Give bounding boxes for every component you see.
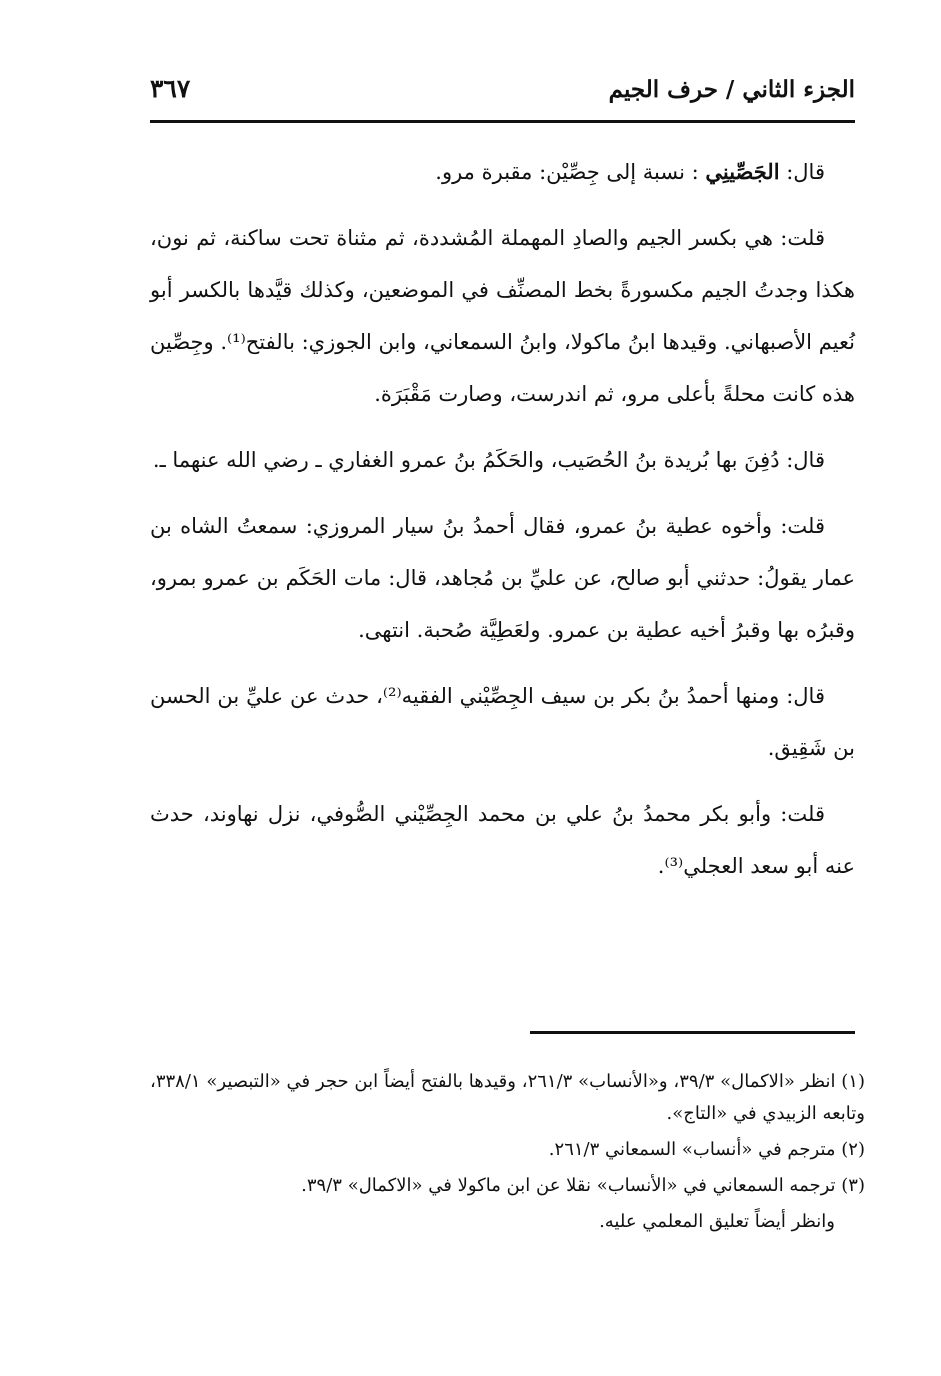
page-number: ٣٦٧ [150, 74, 191, 103]
paragraph-6: قلت: وأبو بكر محمدُ بنُ علي بن محمد الجِصِّيْني الصُّوفي، نزل نهاوند، حدث عنه أبو سعد العجلي⁽³⁾. [150, 802, 855, 878]
paragraph-2: قلت: هي بكسر الجيم والصادِ المهملة المُشددة، ثم مثناة تحت ساكنة، ثم نون، هكذا وجدتُ الجيم مكسورةً بخط المصنِّف في الموضعين، وكذلك قيَّدها بالكسر أبو نُعيم الأصبهاني. وقيدها ابنُ ماكولا، وابنُ السمعاني، وابن الجوزي: بالفتح⁽¹⁾. وجِصِّين هذه كانت محلةً بأعلى مرو، ثم اندرست، وصارت مَقْبَرَة. [150, 226, 855, 406]
footnote-1: (١) انظر «الاكمال» ٣٩/٣، و«الأنساب» ٢٦١/٣، وقيدها بالفتح أيضاً ابن حجر في «التبصير» ٣٣٨/١، وتابعه الزبيدي في «التاج». [150, 1071, 865, 1124]
running-title: الجزء الثاني / حرف الجيم [608, 76, 855, 103]
footnote-3-continuation: وانظر أيضاً تعليق المعلمي عليه. [599, 1211, 835, 1232]
footnote-2: (٢) مترجم في «أنساب» السمعاني ٢٦١/٣. [548, 1139, 865, 1160]
paragraph-entry [150, 146, 855, 198]
footnotes [150, 1066, 865, 1242]
entry-label: قال: [779, 160, 825, 184]
paragraph-3: قال: دُفِنَ بها بُريدة بنُ الحُصَيب، والحَكَمُ بنُ عمرو الغفاري ـ رضي الله عنهما ـ. [152, 448, 825, 472]
paragraph-4: قلت: وأخوه عطية بنُ عمرو، فقال أحمدُ بنُ سيار المروزي: سمعتُ الشاه بن عمار يقولُ: حدثني أبو صالح، عن عليِّ بن مُجاهد، قال: مات الحَكَم بن عمرو بمرو، وقبرُه بها وقبرُ أخيه عطية بن عمرو. ولعَطِيَّة صُحبة. انتهى. [150, 514, 855, 642]
entry-keyword: الجَصِّينِي [705, 159, 780, 184]
footnote-3: (٣) ترجمه السمعاني في «الأنساب» نقلا عن ابن ماكولا في «الاكمال» ٣٩/٣. [301, 1175, 865, 1196]
footnote-rule [530, 1031, 855, 1034]
paragraph-5: قال: ومنها أحمدُ بنُ بكر بن سيف الجِصِّيْني الفقيه⁽²⁾، حدث عن عليِّ بن الحسن بن شَقِيق. [150, 684, 855, 760]
main-text [150, 146, 855, 906]
page-header [150, 68, 855, 116]
header-rule [150, 120, 855, 123]
entry-definition: : نسبة إلى جِصِّيْن: مقبرة مرو. [435, 160, 706, 184]
